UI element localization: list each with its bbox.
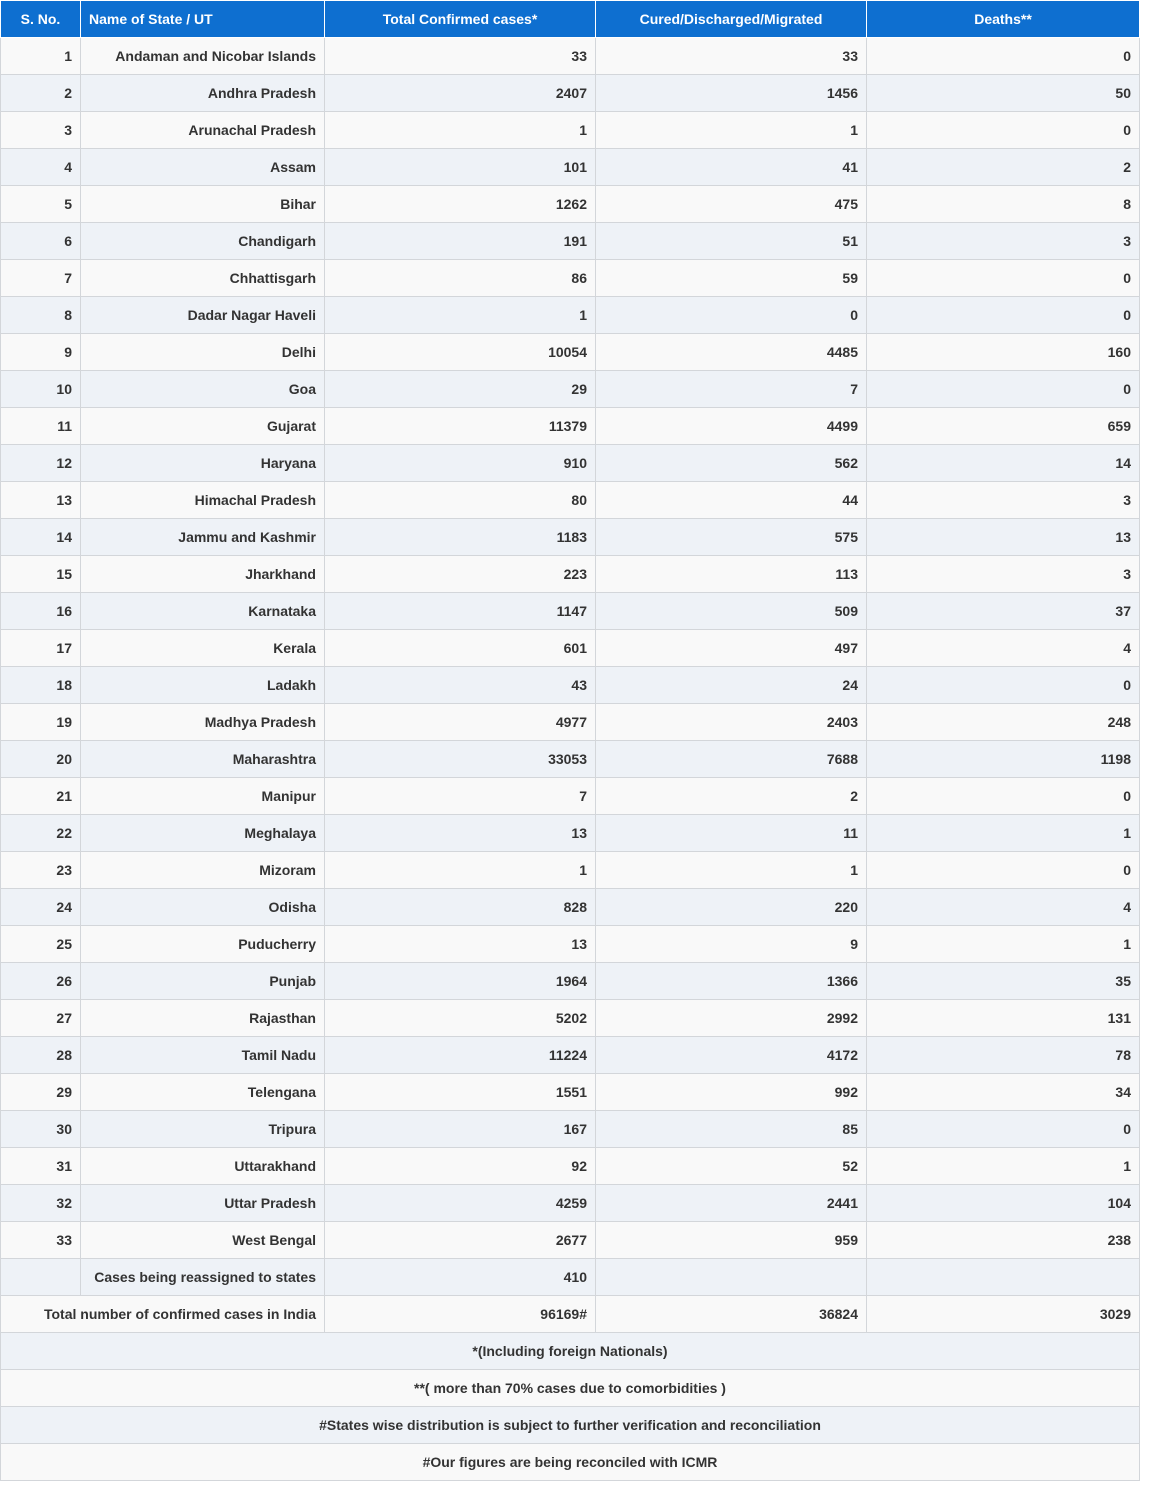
confirmed-cell: 4977 [325, 704, 596, 741]
table-row [1, 704, 1140, 741]
table-row [1, 112, 1140, 149]
deaths-cell: 3 [867, 556, 1140, 593]
deaths-cell: 2 [867, 149, 1140, 186]
confirmed-cell: 86 [325, 260, 596, 297]
table-row [1, 1148, 1140, 1185]
total-deaths: 3029 [867, 1296, 1140, 1333]
cured-cell: 85 [596, 1111, 867, 1148]
deaths-cell: 0 [867, 778, 1140, 815]
state-name-cell: Telengana [81, 1074, 325, 1111]
confirmed-cell: 167 [325, 1111, 596, 1148]
sno-cell: 31 [1, 1148, 81, 1185]
table-row [1, 1074, 1140, 1111]
sno-cell: 29 [1, 1074, 81, 1111]
table-row [1, 223, 1140, 260]
deaths-cell: 0 [867, 297, 1140, 334]
header-cured: Cured/Discharged/Migrated [596, 1, 867, 38]
deaths-cell: 35 [867, 963, 1140, 1000]
table-row [1, 334, 1140, 371]
sno-cell: 6 [1, 223, 81, 260]
table-row [1, 1185, 1140, 1222]
sno-cell: 33 [1, 1222, 81, 1259]
state-name-cell: Uttar Pradesh [81, 1185, 325, 1222]
confirmed-cell: 2677 [325, 1222, 596, 1259]
cured-cell: 1 [596, 852, 867, 889]
table-row [1, 741, 1140, 778]
state-name-cell: Andaman and Nicobar Islands [81, 38, 325, 75]
sno-cell: 18 [1, 667, 81, 704]
cured-cell: 11 [596, 815, 867, 852]
deaths-cell: 659 [867, 408, 1140, 445]
confirmed-cell: 1964 [325, 963, 596, 1000]
cured-cell: 220 [596, 889, 867, 926]
table-row [1, 778, 1140, 815]
confirmed-cell: 1 [325, 112, 596, 149]
sno-cell: 9 [1, 334, 81, 371]
cured-cell: 4172 [596, 1037, 867, 1074]
state-name-cell: Odisha [81, 889, 325, 926]
sno-cell: 1 [1, 38, 81, 75]
confirmed-cell: 1147 [325, 593, 596, 630]
deaths-cell: 1 [867, 1148, 1140, 1185]
deaths-cell: 0 [867, 852, 1140, 889]
note-comorbidities: **( more than 70% cases due to comorbidities ) [1, 1370, 1140, 1407]
deaths-cell: 131 [867, 1000, 1140, 1037]
cured-cell: 33 [596, 38, 867, 75]
table-row [1, 889, 1140, 926]
confirmed-cell: 13 [325, 926, 596, 963]
state-name-cell: Bihar [81, 186, 325, 223]
cured-cell: 4485 [596, 334, 867, 371]
confirmed-cell: 1183 [325, 519, 596, 556]
table-row [1, 482, 1140, 519]
cured-cell: 1366 [596, 963, 867, 1000]
pending-confirmed: 410 [325, 1259, 596, 1296]
state-name-cell: Assam [81, 149, 325, 186]
cured-cell: 113 [596, 556, 867, 593]
state-name-cell: Chandigarh [81, 223, 325, 260]
sno-cell: 22 [1, 815, 81, 852]
state-name-cell: Tamil Nadu [81, 1037, 325, 1074]
table-row [1, 630, 1140, 667]
state-name-cell: Goa [81, 371, 325, 408]
table-row [1, 149, 1140, 186]
cured-cell: 52 [596, 1148, 867, 1185]
cured-cell: 992 [596, 1074, 867, 1111]
header-row [1, 1, 1140, 38]
deaths-cell: 4 [867, 889, 1140, 926]
state-name-cell: Haryana [81, 445, 325, 482]
sno-cell: 27 [1, 1000, 81, 1037]
note-foreign-nationals: *(Including foreign Nationals) [1, 1333, 1140, 1370]
table-row [1, 1037, 1140, 1074]
table-body [1, 38, 1140, 1481]
sno-cell: 15 [1, 556, 81, 593]
sno-cell: 26 [1, 963, 81, 1000]
state-name-cell: Arunachal Pradesh [81, 112, 325, 149]
state-name-cell: Puducherry [81, 926, 325, 963]
confirmed-cell: 33 [325, 38, 596, 75]
sno-cell: 7 [1, 260, 81, 297]
cured-cell: 44 [596, 482, 867, 519]
sno-cell: 25 [1, 926, 81, 963]
table-header [1, 1, 1140, 38]
deaths-cell: 4 [867, 630, 1140, 667]
table-row [1, 1000, 1140, 1037]
header-sno: S. No. [1, 1, 81, 38]
cured-cell: 1 [596, 112, 867, 149]
state-name-cell: Ladakh [81, 667, 325, 704]
state-name-cell: Punjab [81, 963, 325, 1000]
confirmed-cell: 92 [325, 1148, 596, 1185]
note-row [1, 1333, 1140, 1370]
cured-cell: 2403 [596, 704, 867, 741]
state-name-cell: Uttarakhand [81, 1148, 325, 1185]
cured-cell: 2 [596, 778, 867, 815]
state-name-cell: Kerala [81, 630, 325, 667]
table-row [1, 519, 1140, 556]
confirmed-cell: 2407 [325, 75, 596, 112]
state-name-cell: West Bengal [81, 1222, 325, 1259]
header-deaths: Deaths** [867, 1, 1140, 38]
cured-cell: 0 [596, 297, 867, 334]
deaths-cell: 34 [867, 1074, 1140, 1111]
cured-cell: 41 [596, 149, 867, 186]
sno-cell: 2 [1, 75, 81, 112]
deaths-cell: 160 [867, 334, 1140, 371]
confirmed-cell: 5202 [325, 1000, 596, 1037]
note-icmr: #Our figures are being reconciled with ICMR [1, 1444, 1140, 1481]
state-name-cell: Mizoram [81, 852, 325, 889]
note-row [1, 1407, 1140, 1444]
pending-row [1, 1259, 1140, 1296]
state-name-cell: Karnataka [81, 593, 325, 630]
table-row [1, 260, 1140, 297]
table-row [1, 815, 1140, 852]
table-row [1, 1111, 1140, 1148]
pending-cured-cell [596, 1259, 867, 1296]
sno-cell: 16 [1, 593, 81, 630]
confirmed-cell: 80 [325, 482, 596, 519]
sno-cell: 11 [1, 408, 81, 445]
state-name-cell: Gujarat [81, 408, 325, 445]
cured-cell: 1456 [596, 75, 867, 112]
confirmed-cell: 223 [325, 556, 596, 593]
confirmed-cell: 1551 [325, 1074, 596, 1111]
cured-cell: 24 [596, 667, 867, 704]
sno-cell: 10 [1, 371, 81, 408]
cured-cell: 2441 [596, 1185, 867, 1222]
deaths-cell: 1 [867, 815, 1140, 852]
table-row [1, 186, 1140, 223]
table-row [1, 445, 1140, 482]
cured-cell: 51 [596, 223, 867, 260]
sno-cell: 28 [1, 1037, 81, 1074]
deaths-cell: 50 [867, 75, 1140, 112]
deaths-cell: 0 [867, 38, 1140, 75]
sno-cell: 5 [1, 186, 81, 223]
confirmed-cell: 191 [325, 223, 596, 260]
deaths-cell: 13 [867, 519, 1140, 556]
cured-cell: 562 [596, 445, 867, 482]
table-row [1, 667, 1140, 704]
state-name-cell: Himachal Pradesh [81, 482, 325, 519]
deaths-cell: 14 [867, 445, 1140, 482]
total-cured: 36824 [596, 1296, 867, 1333]
note-row [1, 1370, 1140, 1407]
pending-deaths-cell [867, 1259, 1140, 1296]
confirmed-cell: 29 [325, 371, 596, 408]
cured-cell: 509 [596, 593, 867, 630]
state-name-cell: Chhattisgarh [81, 260, 325, 297]
deaths-cell: 248 [867, 704, 1140, 741]
confirmed-cell: 43 [325, 667, 596, 704]
deaths-cell: 1198 [867, 741, 1140, 778]
header-state: Name of State / UT [81, 1, 325, 38]
cured-cell: 59 [596, 260, 867, 297]
cured-cell: 4499 [596, 408, 867, 445]
pending-label: Cases being reassigned to states [81, 1259, 325, 1296]
confirmed-cell: 11379 [325, 408, 596, 445]
table-row [1, 75, 1140, 112]
confirmed-cell: 101 [325, 149, 596, 186]
deaths-cell: 3 [867, 223, 1140, 260]
confirmed-cell: 910 [325, 445, 596, 482]
confirmed-cell: 1262 [325, 186, 596, 223]
confirmed-cell: 4259 [325, 1185, 596, 1222]
confirmed-cell: 828 [325, 889, 596, 926]
deaths-cell: 0 [867, 1111, 1140, 1148]
sno-cell: 12 [1, 445, 81, 482]
sno-cell: 8 [1, 297, 81, 334]
deaths-cell: 37 [867, 593, 1140, 630]
state-name-cell: Jammu and Kashmir [81, 519, 325, 556]
total-row [1, 1296, 1140, 1333]
deaths-cell: 0 [867, 112, 1140, 149]
sno-cell: 3 [1, 112, 81, 149]
table-row [1, 593, 1140, 630]
table-row [1, 38, 1140, 75]
confirmed-cell: 7 [325, 778, 596, 815]
cured-cell: 575 [596, 519, 867, 556]
deaths-cell: 0 [867, 371, 1140, 408]
sno-cell: 20 [1, 741, 81, 778]
state-name-cell: Manipur [81, 778, 325, 815]
deaths-cell: 238 [867, 1222, 1140, 1259]
deaths-cell: 104 [867, 1185, 1140, 1222]
cured-cell: 9 [596, 926, 867, 963]
sno-cell: 4 [1, 149, 81, 186]
total-label: Total number of confirmed cases in India [1, 1296, 325, 1333]
total-confirmed: 96169# [325, 1296, 596, 1333]
deaths-cell: 0 [867, 667, 1140, 704]
state-name-cell: Maharashtra [81, 741, 325, 778]
state-name-cell: Delhi [81, 334, 325, 371]
deaths-cell: 3 [867, 482, 1140, 519]
state-name-cell: Tripura [81, 1111, 325, 1148]
table-row [1, 963, 1140, 1000]
state-name-cell: Meghalaya [81, 815, 325, 852]
header-confirmed: Total Confirmed cases* [325, 1, 596, 38]
confirmed-cell: 1 [325, 297, 596, 334]
table-row [1, 1222, 1140, 1259]
state-name-cell: Jharkhand [81, 556, 325, 593]
table-row [1, 371, 1140, 408]
deaths-cell: 1 [867, 926, 1140, 963]
confirmed-cell: 11224 [325, 1037, 596, 1074]
sno-cell: 24 [1, 889, 81, 926]
cured-cell: 959 [596, 1222, 867, 1259]
table-row [1, 297, 1140, 334]
deaths-cell: 78 [867, 1037, 1140, 1074]
note-distribution: #States wise distribution is subject to further verification and reconciliation [1, 1407, 1140, 1444]
cured-cell: 475 [596, 186, 867, 223]
sno-cell: 19 [1, 704, 81, 741]
sno-cell: 23 [1, 852, 81, 889]
state-name-cell: Andhra Pradesh [81, 75, 325, 112]
confirmed-cell: 13 [325, 815, 596, 852]
table-row [1, 556, 1140, 593]
confirmed-cell: 33053 [325, 741, 596, 778]
cured-cell: 7 [596, 371, 867, 408]
deaths-cell: 8 [867, 186, 1140, 223]
sno-cell: 14 [1, 519, 81, 556]
sno-cell: 30 [1, 1111, 81, 1148]
table-row [1, 926, 1140, 963]
deaths-cell: 0 [867, 260, 1140, 297]
pending-sno-cell [1, 1259, 81, 1296]
sno-cell: 21 [1, 778, 81, 815]
sno-cell: 13 [1, 482, 81, 519]
sno-cell: 17 [1, 630, 81, 667]
sno-cell: 32 [1, 1185, 81, 1222]
confirmed-cell: 1 [325, 852, 596, 889]
note-row [1, 1444, 1140, 1481]
state-name-cell: Dadar Nagar Haveli [81, 297, 325, 334]
state-name-cell: Madhya Pradesh [81, 704, 325, 741]
confirmed-cell: 601 [325, 630, 596, 667]
table-row [1, 852, 1140, 889]
confirmed-cell: 10054 [325, 334, 596, 371]
table-row [1, 408, 1140, 445]
cured-cell: 2992 [596, 1000, 867, 1037]
cured-cell: 497 [596, 630, 867, 667]
cured-cell: 7688 [596, 741, 867, 778]
state-name-cell: Rajasthan [81, 1000, 325, 1037]
